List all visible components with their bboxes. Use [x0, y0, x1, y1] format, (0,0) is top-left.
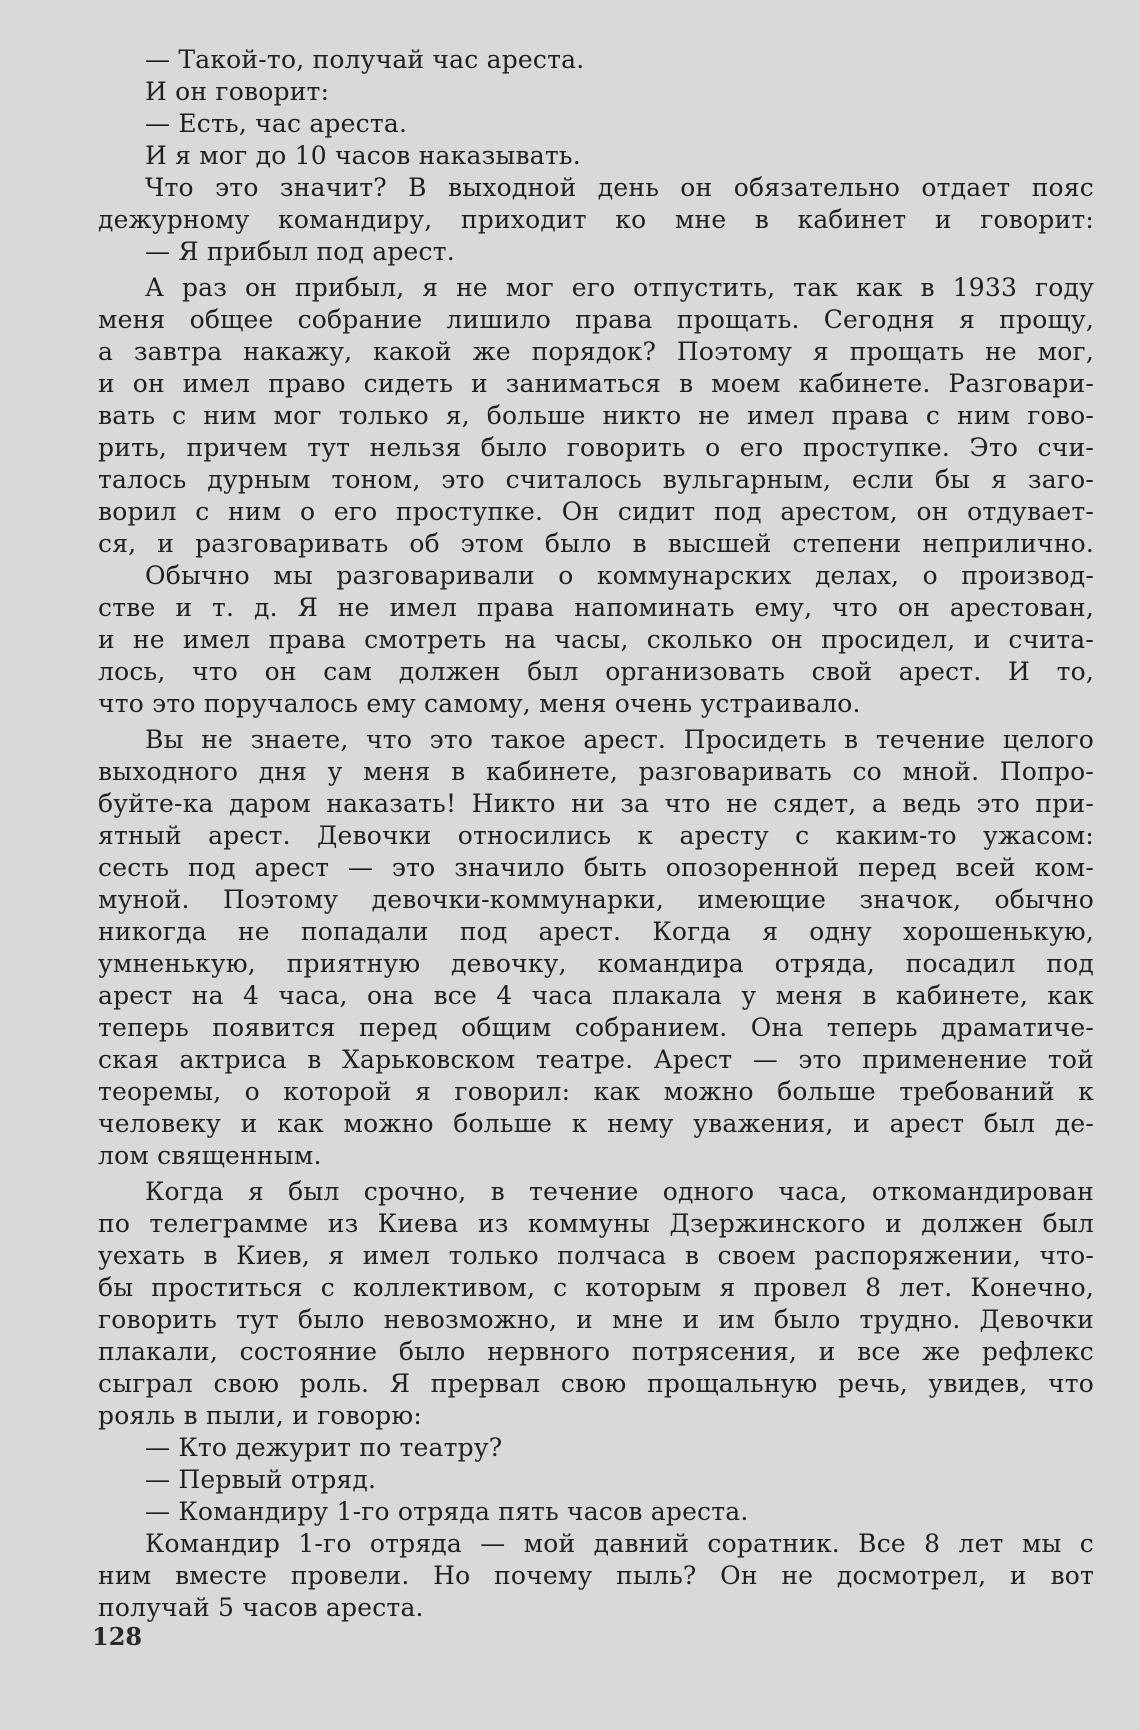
text-line: — Такой-то, получай час ареста.: [145, 45, 585, 74]
text-line: Командир 1-го отряда — мой давний соратник. Все 8 лет мы с: [145, 1529, 1094, 1558]
text-line: никогда не попадали под арест. Когда я одну хорошенькую,: [98, 917, 1094, 946]
body-text: [98, 44, 1094, 1624]
text-line: бы проститься с коллективом, с которым я провел 8 лет. Конечно,: [98, 1273, 1094, 1302]
text-line: ятный арест. Девочки относились к аресту с каким-то ужасом:: [98, 821, 1094, 850]
text-line: а завтра накажу, какой же порядок? Поэтому я прощать не мог,: [98, 337, 1094, 366]
text-line: ним вместе провели. Но почему пыль? Он не досмотрел, и вот: [98, 1561, 1094, 1590]
text-line: говорить тут было невозможно, и мне и им было трудно. Девочки: [98, 1305, 1094, 1334]
text-line: и не имел права смотреть на часы, сколько он просидел, и счита-: [98, 625, 1094, 654]
text-line: — Я прибыл под арест.: [145, 237, 455, 266]
text-line: получай 5 часов ареста.: [98, 1593, 424, 1622]
text-line: меня общее собрание лишило права прощать. Сегодня я прощу,: [98, 305, 1094, 334]
text-line: теперь появится перед общим собранием. Она теперь драматиче-: [98, 1013, 1094, 1042]
text-line: муной. Поэтому девочки-коммунарки, имеющие значок, обычно: [98, 885, 1094, 914]
text-line: уехать в Киев, я имел только полчаса в своем распоряжении, что-: [98, 1241, 1094, 1270]
text-line: ся, и разговаривать об этом было в высшей степени неприлично.: [98, 529, 1094, 558]
text-line: Когда я был срочно, в течение одного часа, откомандирован: [145, 1177, 1094, 1206]
text-line: и он имел право сидеть и заниматься в моем кабинете. Разговари-: [98, 369, 1094, 398]
text-line: человеку и как можно больше к нему уважения, и арест был де-: [98, 1109, 1094, 1138]
text-line: А раз он прибыл, я не мог его отпустить, так как в 1933 году: [145, 273, 1094, 302]
text-line: арест на 4 часа, она все 4 часа плакала у меня в кабинете, как: [98, 981, 1094, 1010]
text-line: — Командиру 1-го отряда пять часов ареста.: [145, 1497, 749, 1526]
text-line: выходного дня у меня в кабинете, разговаривать со мной. Попро-: [98, 757, 1094, 786]
text-line: плакали, состояние было нервного потрясения, и все же рефлекс: [98, 1337, 1094, 1366]
text-line: — Кто дежурит по театру?: [145, 1433, 503, 1462]
text-line: — Есть, час ареста.: [145, 109, 408, 138]
text-line: сесть под арест — это значило быть опозоренной перед всей ком-: [98, 853, 1094, 882]
text-line: что это поручалось ему самому, меня очень устраивало.: [98, 689, 861, 718]
text-line: лось, что он сам должен был организовать свой арест. И то,: [98, 657, 1094, 686]
text-line: И он говорит:: [145, 77, 330, 106]
text-line: умненькую, приятную девочку, командира отряда, посадил под: [98, 949, 1094, 978]
text-line: буйте-ка даром наказать! Никто ни за что не сядет, а ведь это при-: [98, 789, 1094, 818]
text-line: Что это значит? В выходной день он обязательно отдает пояс: [145, 173, 1094, 202]
text-line: по телеграмме из Киева из коммуны Дзержинского и должен был: [98, 1209, 1094, 1238]
text-line: стве и т. д. Я не имел права напоминать ему, что он арестован,: [98, 593, 1094, 622]
text-line: И я мог до 10 часов наказывать.: [145, 141, 581, 170]
text-line: Обычно мы разговаривали о коммунарских делах, о производ-: [145, 561, 1094, 590]
text-line: рояль в пыли, и говорю:: [98, 1401, 422, 1430]
text-line: — Первый отряд.: [145, 1465, 377, 1494]
text-line: ворил с ним о его проступке. Он сидит под арестом, он отдувает-: [98, 497, 1094, 526]
text-line: Вы не знаете, что это такое арест. Просидеть в течение целого: [145, 725, 1094, 754]
text-line: теоремы, о которой я говорил: как можно больше требований к: [98, 1077, 1094, 1106]
page-number: 128: [92, 1622, 143, 1651]
text-line: лом священным.: [98, 1141, 322, 1170]
text-line: рить, причем тут нельзя было говорить о его проступке. Это счи-: [98, 433, 1094, 462]
text-line: дежурному командиру, приходит ко мне в кабинет и говорит:: [98, 205, 1094, 234]
text-line: вать с ним мог только я, больше никто не имел права с ним гово-: [98, 401, 1094, 430]
text-line: сыграл свою роль. Я прервал свою прощальную речь, увидев, что: [98, 1369, 1094, 1398]
text-line: ская актриса в Харьковском театре. Арест — это применение той: [98, 1045, 1094, 1074]
text-line: талось дурным тоном, это считалось вульгарным, если бы я заго-: [98, 465, 1094, 494]
